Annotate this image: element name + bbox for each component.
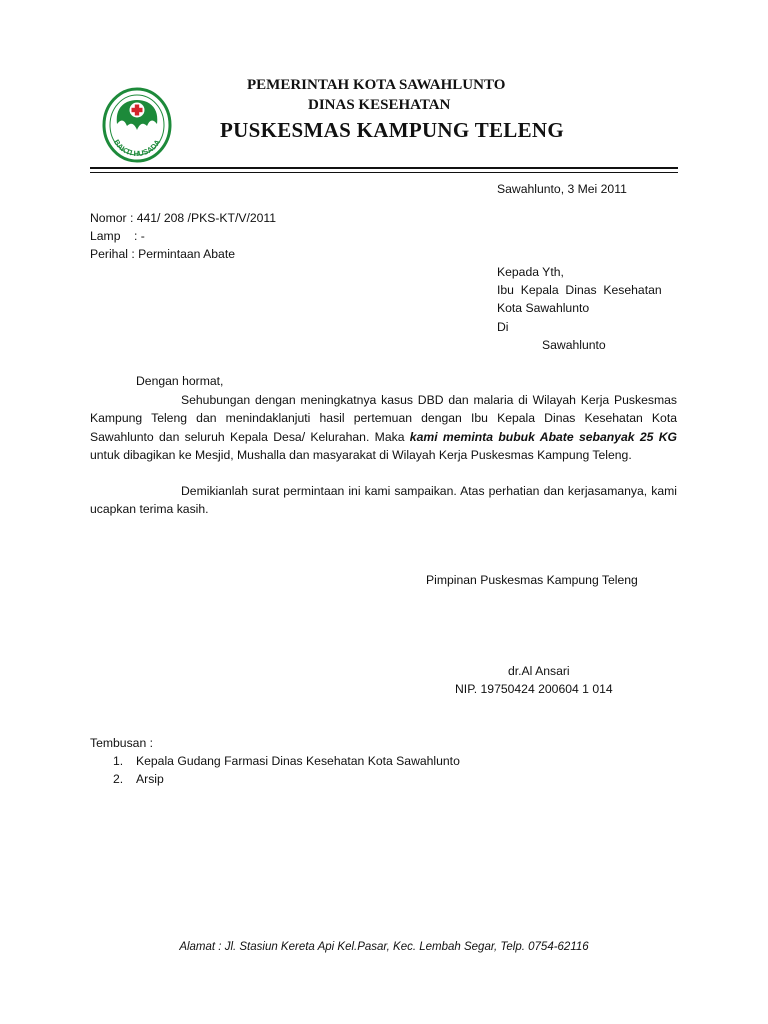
body-paragraph-2: Demikianlah surat permintaan ini kami sampaikan. Atas perhatian dan kerjasamanya, kami ucapkan terima kasih. [90, 484, 677, 517]
letterhead-rule-thick [90, 167, 678, 169]
letter-attachment: Lamp : - [90, 229, 145, 243]
recipient-title: Ibu Kepala Dinas Kesehatan [497, 283, 662, 297]
cc-item-2: Arsip [136, 772, 164, 786]
greeting: Dengan hormat, [136, 374, 224, 388]
signatory-nip: NIP. 19750424 200604 1 014 [455, 682, 613, 696]
institution-name: PUSKESMAS KAMPUNG TELENG [220, 118, 565, 142]
government-name: PEMERINTAH KOTA SAWAHLUNTO [247, 77, 506, 93]
recipient-salutation: Kepada Yth, [497, 265, 564, 279]
body-p1-part2: untuk dibagikan ke Mesjid, Mushalla dan masyarakat di Wilayah Kerja Puskesmas Kampung Teleng. [90, 447, 632, 462]
recipient-location: Sawahlunto [542, 338, 606, 352]
signatory-name: dr.Al Ansari [508, 664, 570, 678]
signature-title: Pimpinan Puskesmas Kampung Teleng [426, 573, 638, 587]
body-p1-part1: Sehubungan dengan meningkatnya kasus DBD dan malaria di Wilayah Kerja Puskesmas Kampung Teleng dan menindaklanjuti hasil pertemuan dengan Ibu Kepala Dinas Kesehatan Kota Sawahlunto dan seluruh Kepala Desa/ Kelurahan. Maka [90, 393, 677, 444]
letter-date: Sawahlunto, 3 Mei 2011 [497, 182, 627, 196]
cc-item-2-number: 2. [113, 772, 124, 786]
cc-item-1: Kepala Gudang Farmasi Dinas Kesehatan Kota Sawahlunto [136, 754, 460, 768]
letter-number: Nomor : 441/ 208 /PKS-KT/V/2011 [90, 211, 277, 225]
bakti-husada-logo [101, 86, 173, 164]
letterhead-rule-thin [90, 172, 678, 173]
cc-item-1-number: 1. [113, 754, 124, 768]
recipient-di: Di [497, 320, 509, 334]
recipient-city: Kota Sawahlunto [497, 301, 590, 315]
address-footer: Alamat : Jl. Stasiun Kereta Api Kel.Pasar, Kec. Lembah Segar, Telp. 0754-62116 [179, 941, 589, 953]
department-name: DINAS KESEHATAN [308, 97, 451, 113]
letter-subject: Perihal : Permintaan Abate [90, 247, 235, 261]
cc-heading: Tembusan : [90, 736, 154, 750]
body-p1-emphasis: kami meminta bubuk Abate sebanyak 25 KG [409, 429, 677, 444]
logo-arc-text: BAKTI HUSADA [111, 137, 163, 159]
body-paragraph-1 [90, 391, 677, 464]
